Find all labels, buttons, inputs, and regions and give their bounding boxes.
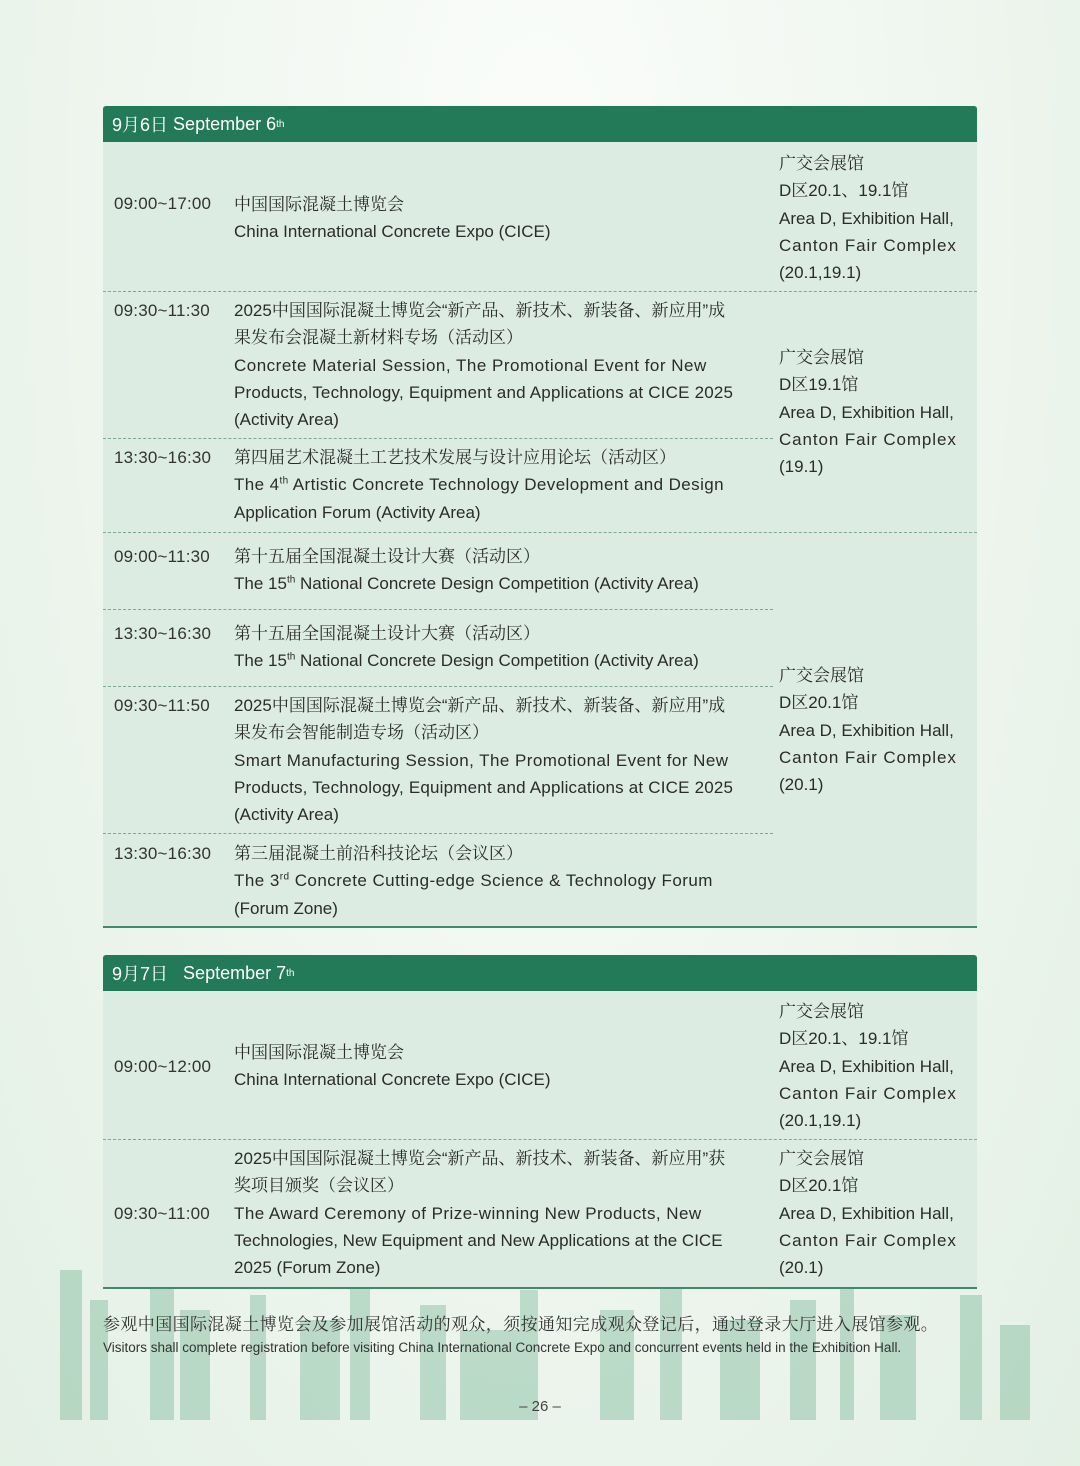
row-divider bbox=[103, 686, 773, 687]
event-title-cn: 2025中国国际混凝土博览会“新产品、新技术、新装备、新应用”成 bbox=[234, 696, 726, 715]
header-date-cn: 9月7日 bbox=[112, 964, 169, 984]
venue-line: D区19.1馆 bbox=[779, 375, 859, 395]
notice-en: Visitors shall complete registration before visiting China International Concrete Expo and concurrent events held in the Exhibition Hall. bbox=[103, 1340, 902, 1355]
event-description bbox=[234, 1145, 764, 1281]
event-time: 09:30~11:50 bbox=[114, 696, 210, 715]
ordinal-suffix: th bbox=[286, 651, 296, 663]
notice-cn: 参观中国国际混凝土博览会及参加展馆活动的观众，须按通知完成观众登记后，通过登录大厅进入展馆参观。 bbox=[103, 1315, 939, 1335]
event-time: 09:30~11:30 bbox=[114, 301, 210, 320]
event-title-en: (Forum Zone) bbox=[234, 898, 338, 918]
header-date-cn: 9月6日 bbox=[112, 115, 169, 135]
venue-line: Area D, Exhibition Hall, bbox=[779, 720, 954, 740]
event-title-en: Smart Manufacturing Session, The Promotional Event for New bbox=[234, 750, 729, 770]
venue-line: 广交会展馆 bbox=[779, 666, 864, 685]
event-title-en: The Award Ceremony of Prize-winning New Products, New bbox=[234, 1203, 702, 1223]
event-title-cn: 第三届混凝土前沿科技论坛（会议区） bbox=[234, 844, 523, 863]
event-title-en: Application Forum (Activity Area) bbox=[234, 502, 481, 522]
venue-line: 广交会展馆 bbox=[779, 1149, 864, 1168]
venue-line: D区20.1馆 bbox=[779, 1176, 859, 1196]
event-title-cn: 中国国际混凝土博览会 bbox=[234, 1043, 404, 1062]
event-title-text: The 4 bbox=[234, 475, 280, 495]
ordinal-suffix: rd bbox=[279, 871, 290, 883]
visitor-notice bbox=[103, 1310, 983, 1355]
venue-line: 广交会展馆 bbox=[779, 1002, 864, 1021]
event-title-en bbox=[234, 867, 764, 894]
venue-line: (20.1) bbox=[779, 1258, 824, 1278]
venue-cell bbox=[779, 662, 957, 798]
event-time: 13:30~16:30 bbox=[114, 844, 212, 863]
event-time: 09:30~11:00 bbox=[114, 1204, 210, 1223]
schedule-day-sep7 bbox=[103, 955, 977, 1289]
venue-line: Area D, Exhibition Hall, bbox=[779, 1203, 954, 1223]
event-title-cn: 奖项目颁奖（会议区） bbox=[234, 1176, 404, 1196]
venue-line: Canton Fair Complex bbox=[779, 747, 957, 767]
venue-line: D区20.1馆 bbox=[779, 693, 859, 713]
event-title-text: The 15 bbox=[234, 651, 287, 671]
row-divider bbox=[103, 1139, 977, 1140]
venue-line: D区20.1、19.1馆 bbox=[779, 1029, 909, 1049]
venue-line: 广交会展馆 bbox=[779, 154, 864, 173]
event-title-cn: 果发布会混凝土新材料专场（活动区） bbox=[234, 328, 523, 348]
event-title-en: Technologies, New Equipment and New Applications at the CICE bbox=[234, 1230, 723, 1250]
day-header bbox=[103, 955, 977, 991]
event-title-en: Products, Technology, Equipment and Applications at CICE 2025 bbox=[234, 382, 734, 402]
venue-line: (20.1,19.1) bbox=[779, 263, 862, 283]
venue-line: Area D, Exhibition Hall, bbox=[779, 1056, 954, 1076]
day-header bbox=[103, 106, 977, 142]
event-title-en: Products, Technology, Equipment and Applications at CICE 2025 bbox=[234, 777, 734, 797]
venue-cell bbox=[779, 1145, 957, 1281]
venue-line: Canton Fair Complex bbox=[779, 1083, 957, 1103]
event-time: 13:30~16:30 bbox=[114, 624, 212, 643]
section-bottom-rule bbox=[103, 1287, 977, 1289]
header-date-suffix: th bbox=[286, 967, 295, 979]
event-title-text: Artistic Concrete Technology Development and Design bbox=[288, 475, 724, 495]
event-title-cn: 第四届艺术混凝土工艺技术发展与设计应用论坛（活动区） bbox=[234, 448, 676, 467]
venue-line: Canton Fair Complex bbox=[779, 1230, 957, 1250]
header-date-en: September 7 bbox=[183, 962, 287, 983]
venue-line: (19.1) bbox=[779, 457, 824, 477]
event-description bbox=[234, 191, 764, 246]
ordinal-suffix: th bbox=[279, 475, 289, 487]
event-time: 09:00~11:30 bbox=[114, 547, 210, 566]
event-title-text: The 15 bbox=[234, 574, 287, 594]
event-time: 09:00~12:00 bbox=[114, 1057, 212, 1076]
ordinal-suffix: th bbox=[286, 574, 296, 586]
page-number: – 26 – bbox=[519, 1398, 561, 1415]
event-description bbox=[234, 297, 764, 433]
venue-cell bbox=[779, 998, 957, 1134]
venue-line: 广交会展馆 bbox=[779, 348, 864, 367]
event-title-en bbox=[234, 570, 764, 597]
event-time: 09:00~17:00 bbox=[114, 194, 212, 213]
header-date-suffix: th bbox=[276, 118, 285, 130]
event-description bbox=[234, 840, 764, 922]
event-title-en: China International Concrete Expo (CICE) bbox=[234, 222, 551, 242]
row-divider bbox=[103, 438, 773, 439]
venue-line: Area D, Exhibition Hall, bbox=[779, 208, 954, 228]
event-title-en bbox=[234, 471, 764, 498]
row-divider bbox=[103, 609, 773, 610]
venue-line: Area D, Exhibition Hall, bbox=[779, 402, 954, 422]
event-title-text: Concrete Cutting-edge Science & Technology Forum bbox=[289, 871, 713, 891]
schedule-day-sep6 bbox=[103, 106, 977, 928]
event-title-cn: 2025中国国际混凝土博览会“新产品、新技术、新装备、新应用”成 bbox=[234, 301, 726, 320]
event-title-cn: 第十五届全国混凝土设计大赛（活动区） bbox=[234, 547, 540, 566]
venue-line: Canton Fair Complex bbox=[779, 429, 957, 449]
event-title-text: The 3 bbox=[234, 871, 280, 891]
header-date-en: September 6 bbox=[173, 113, 277, 134]
event-title-text: National Concrete Design Competition (Activity Area) bbox=[295, 574, 699, 594]
event-title-cn: 中国国际混凝土博览会 bbox=[234, 195, 404, 214]
event-title-cn: 第十五届全国混凝土设计大赛（活动区） bbox=[234, 624, 540, 643]
venue-line: (20.1,19.1) bbox=[779, 1111, 862, 1131]
venue-line: D区20.1、19.1馆 bbox=[779, 181, 909, 201]
event-description bbox=[234, 692, 764, 828]
event-title-en: China International Concrete Expo (CICE) bbox=[234, 1070, 551, 1090]
event-title-cn: 2025中国国际混凝土博览会“新产品、新技术、新装备、新应用”获 bbox=[234, 1149, 726, 1168]
event-title-en: Concrete Material Session, The Promotional Event for New bbox=[234, 355, 707, 375]
event-description bbox=[234, 543, 764, 598]
row-divider bbox=[103, 833, 773, 834]
event-description bbox=[234, 444, 764, 526]
venue-cell bbox=[779, 150, 957, 286]
event-title-en bbox=[234, 647, 764, 674]
event-description bbox=[234, 620, 764, 675]
event-description bbox=[234, 1039, 764, 1094]
row-divider bbox=[103, 291, 977, 292]
event-title-en: (Activity Area) bbox=[234, 805, 339, 825]
venue-line: (20.1) bbox=[779, 775, 824, 795]
venue-line: Canton Fair Complex bbox=[779, 235, 957, 255]
venue-cell bbox=[779, 344, 957, 480]
section-bottom-rule bbox=[103, 926, 977, 928]
event-title-cn: 果发布会智能制造专场（活动区） bbox=[234, 723, 489, 743]
event-title-en: (Activity Area) bbox=[234, 410, 339, 430]
event-time: 13:30~16:30 bbox=[114, 448, 212, 467]
row-divider bbox=[103, 532, 977, 533]
event-title-en: 2025 (Forum Zone) bbox=[234, 1258, 381, 1278]
event-title-text: National Concrete Design Competition (Activity Area) bbox=[295, 651, 699, 671]
